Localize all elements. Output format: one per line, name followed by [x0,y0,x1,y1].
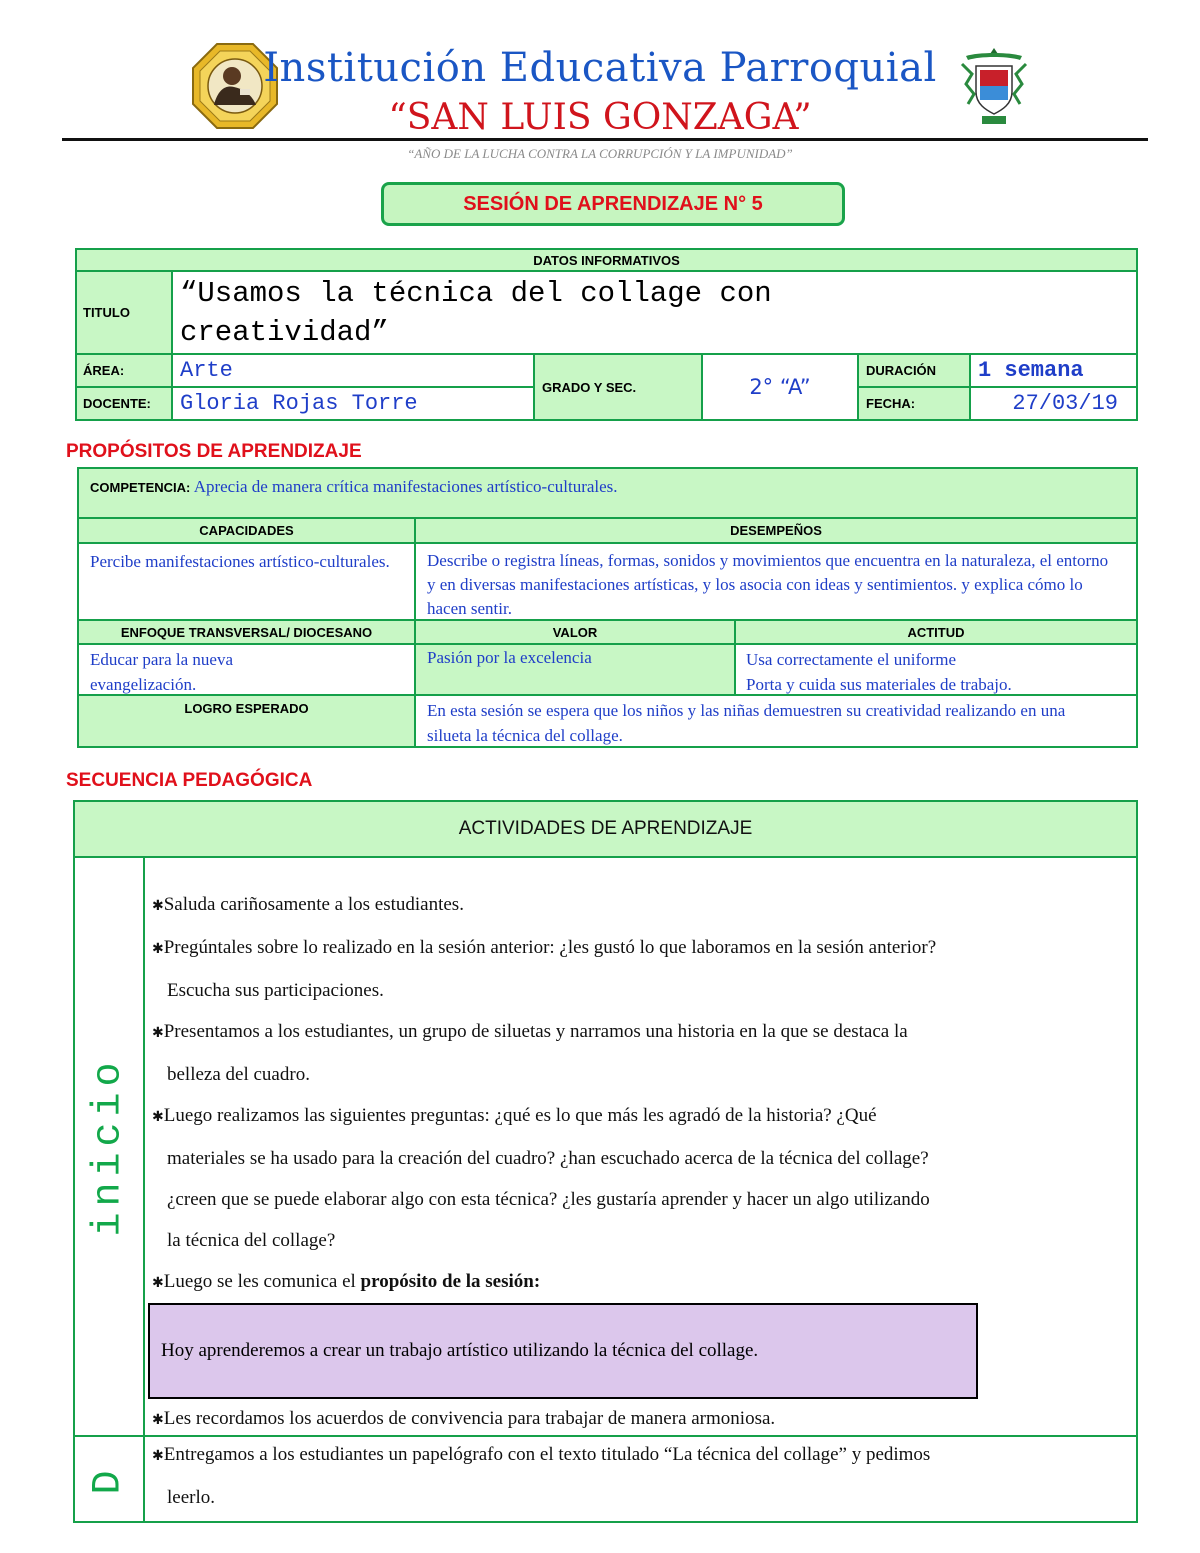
competencia-value: Aprecia de manera crítica manifestaciones artístico-culturales. [190,477,618,496]
valor-label: VALOR [552,624,598,640]
area-value-cell [171,353,535,388]
activity-line: la técnica del collage? [167,1230,336,1251]
area-label-cell [75,353,173,388]
fecha-value: 27/03/19 [1012,391,1118,416]
phase-inicio-label: inicio [86,1056,132,1237]
activity-line: Escucha sus participaciones. [167,980,384,1001]
activity-text-bold: propósito de la sesión: [360,1271,541,1292]
activity-line [152,1095,1132,1138]
docente-label-cell [75,386,173,421]
duracion-value-cell [969,353,1138,388]
actitud-value-2: Porta y cuida sus materiales de trabajo. [746,675,1012,694]
fecha-label: FECHA: [866,396,916,411]
actividades-heading: ACTIVIDADES DE APRENDIZAJE [458,818,753,839]
desarrollo-activities-text [152,1434,1132,1518]
activity-text: Pregúntales sobre lo realizado en la sesión anterior: ¿les gustó lo que laboramos en la sesión anterior? [163,937,937,958]
capacidad-value: Percibe manifestaciones artístico-culturales. [90,552,390,571]
enfoque-value-cell [77,643,416,696]
docente-value: Gloria Rojas Torre [180,391,418,416]
activity-text: Saluda cariñosamente a los estudiantes. [163,894,464,915]
activity-line [152,1011,1132,1054]
logro-value-cell [414,694,1138,748]
capacidad-value-cell [77,542,416,621]
area-label: ÁREA: [83,363,125,378]
bullet-icon: ✱ [152,1449,164,1464]
activity-line: belleza del cuadro. [167,1064,310,1085]
session-title: SESIÓN DE APRENDIZAJE N° 5 [463,192,763,215]
titulo-label-cell [75,270,173,355]
area-value: Arte [180,358,233,383]
enfoque-header-cell [77,619,416,645]
actitud-header-cell [734,619,1138,645]
activity-text: Entregamos a los estudiantes un papelógrafo con el texto titulado “La técnica del collage” y pedimos [163,1444,931,1465]
fecha-value-cell [969,386,1138,421]
logro-value: En esta sesión se espera que los niños y las niñas demuestren su creatividad realizando en una silueta la técnica del collage. [427,701,1066,745]
duracion-label-cell [857,353,971,388]
phase-desarrollo-wrap [73,1435,145,1523]
actitud-value-cell [734,643,1138,696]
propositos-heading: PROPÓSITOS DE APRENDIZAJE [66,441,362,462]
header-divider [62,138,1148,141]
grado-value: 2° “A” [749,375,811,399]
duracion-label: DURACIÓN [866,363,937,378]
activity-text: Les recordamos los acuerdos de convivencia para trabajar de manera armoniosa. [163,1408,776,1429]
desempeno-value: Describe o registra líneas, formas, sonidos y movimientos que encuentra en la naturaleza, el entorno y en diversas manifestaciones artísticas, y los asocia con ideas y sentimientos. y explica cómo lo hacen sentir. [427,551,1109,618]
activity-line [152,1434,1132,1477]
actitud-label: ACTITUD [907,624,965,640]
desempeno-value-cell [414,542,1138,621]
secuencia-heading: SECUENCIA PEDAGÓGICA [66,770,313,791]
valor-header-cell [414,619,736,645]
titulo-label: TITULO [83,305,130,320]
activity-line: materiales se ha usado para la creación del cuadro? ¿han escuchado acerca de la técnica del collage? [167,1148,929,1169]
fecha-label-cell [857,386,971,421]
capacidades-label: CAPACIDADES [199,523,294,538]
activity-line: ¿creen que se puede elaborar algo con esta técnica? ¿les gustaría aprender y hacer un algo utilizando [167,1189,930,1210]
school-name: “SAN LUIS GONZAGA” [388,97,812,138]
grado-value-cell [701,353,859,421]
titulo-value-cell [171,270,1138,355]
activity-line [152,884,1132,927]
desempenos-header-cell [414,517,1138,544]
valor-value: Pasión por la excelencia [427,648,592,667]
institution-title: Institución Educativa Parroquial [263,45,937,91]
logro-label: LOGRO ESPERADO [184,701,309,716]
logro-header-cell [77,694,416,748]
inicio-activities-text [152,884,1132,1304]
session-purpose-box [148,1303,978,1399]
bullet-icon: ✱ [152,1026,164,1041]
activity-text: Luego realizamos las siguientes preguntas: ¿qué es lo que más les agradó de la historia? ¿Qué [163,1105,877,1126]
activity-line [152,1261,1132,1304]
desempenos-label: DESEMPEÑOS [730,523,822,538]
activity-text: Presentamos a los estudiantes, un grupo de siluetas y narramos una historia en la que se destaca la [163,1021,908,1042]
datos-heading: DATOS INFORMATIVOS [533,252,680,268]
session-topic-title: “Usamos la técnica del collage con creatividad” [180,277,772,349]
session-title-box [381,182,845,226]
competencia-label: COMPETENCIA: [90,480,191,495]
duracion-value: 1 semana [978,358,1084,383]
bullet-icon: ✱ [152,942,164,957]
activity-line: leerlo. [167,1487,216,1508]
docente-value-cell [171,386,535,421]
activity-line [152,927,1132,970]
activity-text: Luego se les comunica el [163,1271,361,1292]
grado-label-cell [533,353,703,421]
datos-heading-cell [75,248,1138,272]
phase-desarrollo-label: D [86,1463,132,1495]
phase-inicio-wrap [73,856,145,1437]
enfoque-label: ENFOQUE TRANSVERSAL/ DIOCESANO [120,624,373,640]
valor-value-cell [414,643,736,696]
bullet-icon: ✱ [152,1276,164,1291]
capacidades-header-cell [77,517,416,544]
actitud-value-1: Usa correctamente el uniforme [746,650,957,669]
competencia-cell [77,467,1138,519]
enfoque-value: Educar para la nueva evangelización. [90,650,233,694]
bullet-icon: ✱ [152,1110,164,1125]
grado-label: GRADO Y SEC. [542,379,637,395]
docente-label: DOCENTE: [83,396,151,411]
year-motto: “AÑO DE LA LUCHA CONTRA LA CORRUPCIÓN Y LA IMPUNIDAD” [407,146,793,161]
bullet-icon: ✱ [152,1413,164,1428]
session-purpose-text: Hoy aprenderemos a crear un trabajo artístico utilizando la técnica del collage. [161,1340,759,1361]
actividades-header-cell [73,800,1138,858]
bullet-icon: ✱ [152,899,164,914]
